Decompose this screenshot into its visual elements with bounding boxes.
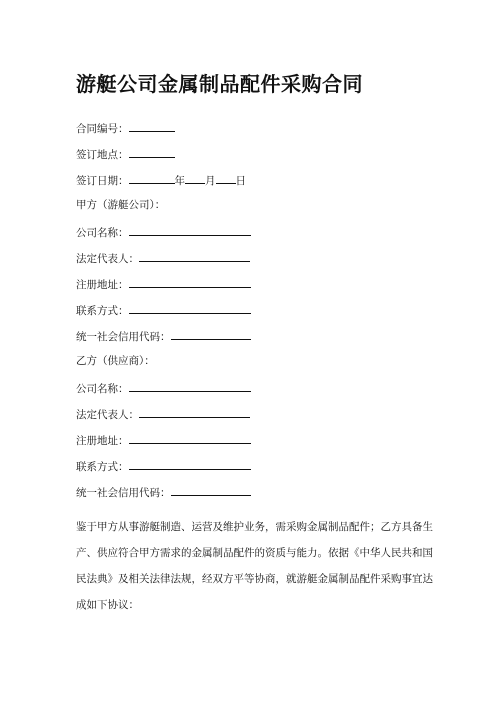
party-a-credit-code-label: 统一社会信用代码： xyxy=(76,331,171,343)
party-b-rep-field xyxy=(76,406,250,422)
sign-date-month-unit: 月 xyxy=(205,175,216,187)
party-a-address-field xyxy=(76,276,251,292)
party-a-rep-field xyxy=(76,250,250,266)
party-a-address-blank xyxy=(129,276,251,288)
contract-number-field xyxy=(76,120,175,136)
party-b-contact-label: 联系方式： xyxy=(76,461,129,473)
sign-date-label: 签订日期： xyxy=(76,175,129,187)
party-b-rep-blank xyxy=(139,406,250,418)
sign-date-field xyxy=(76,172,246,188)
sign-date-year-blank xyxy=(129,172,175,184)
party-a-contact-blank xyxy=(129,302,251,314)
party-b-name-field xyxy=(76,380,251,396)
party-a-credit-code-blank xyxy=(171,328,251,340)
party-a-heading: 甲方（游艇公司）： xyxy=(76,199,166,211)
party-b-address-label: 注册地址： xyxy=(76,435,129,447)
party-b-credit-code-field xyxy=(76,484,251,500)
party-a-name-blank xyxy=(129,224,251,236)
preamble-paragraph xyxy=(76,514,436,618)
party-b-contact-field xyxy=(76,458,251,474)
party-a-rep-blank xyxy=(139,250,250,262)
party-b-name-label: 公司名称： xyxy=(76,383,129,395)
sign-place-field xyxy=(76,146,175,162)
party-b-name-blank xyxy=(129,380,251,392)
party-b-address-field xyxy=(76,432,251,448)
sign-date-month-blank xyxy=(185,172,205,184)
party-a-contact-label: 联系方式： xyxy=(76,305,129,317)
party-b-address-blank xyxy=(129,432,251,444)
contract-title: 游艇公司金属制品配件采购合同 xyxy=(76,72,363,96)
party-b-heading: 乙方（供应商）： xyxy=(76,355,155,367)
sign-place-label: 签订地点： xyxy=(76,149,129,161)
party-a-credit-code-field xyxy=(76,328,251,344)
preamble-line: 鉴于甲方从事游艇制造、运营及维护业务，需采购金属制品配件；乙方具备生 xyxy=(76,521,433,533)
party-a-rep-label: 法定代表人： xyxy=(76,253,139,265)
preamble-line: 成如下协议： xyxy=(76,599,139,611)
contract-number-label: 合同编号： xyxy=(76,123,129,135)
party-b-credit-code-label: 统一社会信用代码： xyxy=(76,487,171,499)
sign-date-year-unit: 年 xyxy=(174,175,185,187)
sign-date-day-blank xyxy=(216,172,236,184)
sign-date-day-unit: 日 xyxy=(235,175,246,187)
party-b-contact-blank xyxy=(129,458,251,470)
contract-number-blank xyxy=(129,120,175,132)
party-a-name-label: 公司名称： xyxy=(76,227,129,239)
party-b-rep-label: 法定代表人： xyxy=(76,409,139,421)
preamble-line: 民法典》及相关法律法规，经双方平等协商，就游艇金属制品配件采购事宜达 xyxy=(76,573,433,585)
party-a-contact-field xyxy=(76,302,251,318)
party-a-address-label: 注册地址： xyxy=(76,279,129,291)
preamble-line: 产、供应符合甲方需求的金属制品配件的资质与能力。依据《中华人民共和国 xyxy=(76,547,433,559)
party-a-name-field xyxy=(76,224,251,240)
party-b-credit-code-blank xyxy=(171,484,251,496)
sign-place-blank xyxy=(129,146,175,158)
